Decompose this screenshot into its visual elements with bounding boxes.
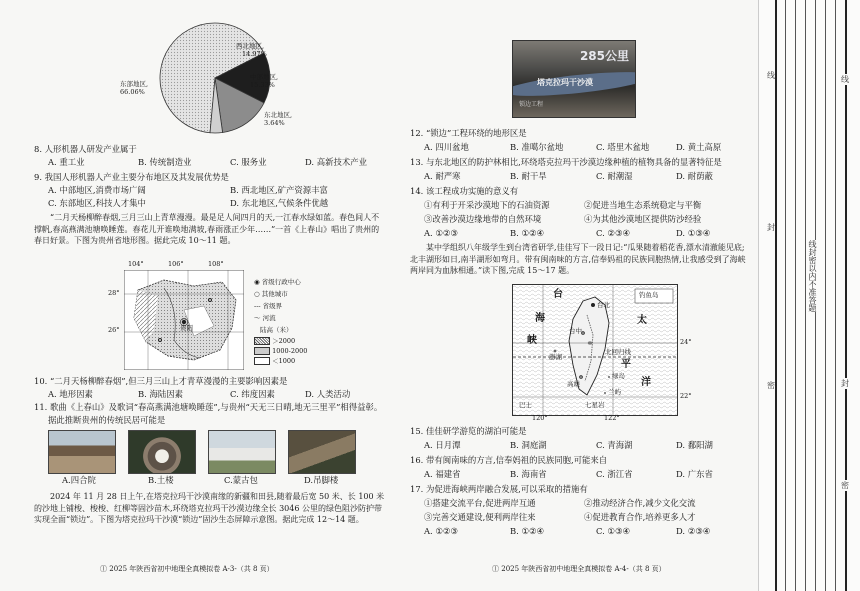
q9-option-b[interactable]: B. 西北地区,矿产资源丰富 [230, 185, 328, 195]
q16-option-c[interactable]: C. 浙江省 [596, 469, 633, 479]
q14-statement-1: ①有利于开采沙漠地下的石油资源 [424, 200, 550, 210]
q13-option-b[interactable]: B. 耐干旱 [510, 171, 547, 181]
label-diaoyu-island: 钓鱼岛 [639, 291, 659, 299]
q9-option-a[interactable]: A. 中部地区,消费市场广阔 [48, 185, 146, 195]
passage-guizhou: “二月天杨柳醉春烟,三月三山上青草漫漫。最是足人间四月的天,一江春水绿如蓝。春色间人不撑帆,春高燕满池塘唤睡莲。春花儿开谁唤地满坡,春雨涨正少年……”一首《上春山》唱出了贵州的春日好景。下图为贵州省地形图。据此完成 10～11 题。 [34, 213, 380, 245]
legend-river: 〜 河流 [254, 314, 276, 322]
label-pacific-1: 太 [637, 315, 647, 326]
q17-statement-1: ①搭建交流平台,促进两岸互通 [424, 498, 536, 508]
q16-stem: 16. 带有闽南味的方言,信奉妈祖的民族同胞,可能来自 [410, 455, 608, 465]
q8-option-a[interactable]: A. 重工业 [48, 157, 85, 167]
q13-option-a[interactable]: A. 耐严寒 [424, 171, 461, 181]
binding-strip [758, 0, 860, 591]
lat-26: 26° [108, 326, 120, 334]
q12-option-a[interactable]: A. 四川盆地 [424, 142, 469, 152]
legend-capital: ◉ 省级行政中心 [254, 278, 301, 286]
q12-option-c[interactable]: C. 塔里木盆地 [596, 142, 650, 152]
q17-statement-3: ③完善交通建设,便利两岸往来 [424, 512, 536, 522]
map2-lon-120: 120° [532, 414, 548, 422]
q10-stem: 10. “二月天杨柳醉春烟”,但三月三山上才青草漫漫的主要影响因素是 [34, 376, 288, 386]
passage-desert: 2024 年 11 月 28 日上午,在塔克拉玛干沙漠南缘的新疆和田县,随着最后宽 50 米、长 100 米的沙地上铺梭、梭梭、红柳等固沙苗木,环绕塔克拉玛干沙漠边缘全长 3046 公里的绿色阻沙防护带实现全面“锁边”。下图为塔克拉玛干沙漠“锁边”固沙生态屏障示意图。据此完成 12～14 题。 [34, 492, 385, 524]
q17-statement-2: ②推动经济合作,减少文化交流 [584, 498, 696, 508]
q15-option-b[interactable]: B. 洞庭湖 [510, 440, 547, 450]
label-pacific-3: 洋 [641, 377, 651, 388]
strip-notice: 线封密以内不准答题 [808, 240, 817, 312]
legend-boundary: ‐‐‐ 省级界 [254, 302, 283, 310]
q14-statement-3: ③改善沙漠边缘地带的自然环境 [424, 214, 542, 224]
map2-lat-24: 24° [680, 338, 692, 346]
banner-tag: 锁边工程 [519, 101, 544, 108]
q15-option-c[interactable]: C. 青海湖 [596, 440, 633, 450]
strip-line [795, 0, 796, 591]
legend-elev-1: ＞2000 [254, 337, 295, 345]
q14-option-a[interactable]: A. ①②③ [424, 228, 458, 238]
strip-word-seal-2: 封 [841, 379, 849, 388]
right-page [400, 0, 758, 591]
q17-option-c[interactable]: C. ①③④ [596, 526, 630, 536]
legend-elev-3: ＜1000 [254, 357, 295, 365]
q8-option-b[interactable]: B. 传统制造业 [138, 157, 192, 167]
label-green-island: 绿岛 [612, 372, 625, 380]
label-taipei: 台北 [597, 301, 610, 309]
label-taiwan-strait-3: 峡 [527, 335, 537, 346]
strip-line [835, 0, 836, 591]
banner-big-number: 285公里 [579, 49, 629, 63]
photo-yurt [208, 430, 276, 474]
q11-option-c[interactable]: C.蒙古包 [224, 475, 258, 485]
label-penghu: 澎湖 [549, 353, 562, 361]
pie-label-central: 中部地区, 15.33% [250, 73, 279, 89]
photo-diaojiaolou [288, 430, 356, 474]
q10-option-b[interactable]: B. 海陆因素 [138, 389, 183, 399]
q11-option-a[interactable]: A.四合院 [62, 475, 96, 485]
strip-line [785, 0, 786, 591]
q12-option-b[interactable]: B. 准噶尔盆地 [510, 142, 564, 152]
desert-banner-image [512, 40, 636, 118]
passage-taiwan: 某中学组织八年级学生到台湾省研学,佳佳写下一段日记:“瓜果随着稻花香,漂水清澈能见底;北丰湖形如日,南半湖形如弯月。带有闽南味的方言,信奉妈祖的民族同胞热情,让我感受到了海峡两岸同为血脉相通。”读下图,完成 15～17 题。 [410, 243, 746, 275]
q17-option-a[interactable]: A. ①②③ [424, 526, 458, 536]
q8-stem: 8. 人形机器人研发产业属于 [34, 144, 137, 154]
lon-104: 104° [128, 260, 144, 268]
label-kaohsiung: 高雄 [567, 380, 580, 388]
pie-label-northwest: 西北地区, 14.97% [236, 42, 267, 58]
q9-option-c[interactable]: C. 东部地区,科技人才集中 [48, 198, 146, 208]
photo-tulou [128, 430, 196, 474]
strip-line [805, 0, 806, 591]
taiwan-map [512, 284, 678, 416]
q17-statement-4: ④促进教育合作,培养更多人才 [584, 512, 696, 522]
q14-option-b[interactable]: B. ①②④ [510, 228, 545, 238]
q10-option-c[interactable]: C. 纬度因素 [230, 389, 275, 399]
q17-option-b[interactable]: B. ①②④ [510, 526, 545, 536]
lon-106: 106° [168, 260, 184, 268]
label-bashi-channel: 巴士 [519, 401, 532, 409]
strip-line [825, 0, 826, 591]
q13-option-c[interactable]: C. 耐潮湿 [596, 171, 633, 181]
label-taichung: 台中 [569, 327, 582, 335]
q13-option-d[interactable]: D. 耐荫蔽 [676, 171, 713, 181]
q10-option-a[interactable]: A. 地形因素 [48, 389, 93, 399]
q13-stem: 13. 与东北地区的防护林相比,环绕塔克拉玛干沙漠边缘种植的植物具备的显著特征是 [410, 157, 722, 167]
q14-option-d[interactable]: D. ①③④ [676, 228, 711, 238]
q11-stem-2: 据此推断贵州的传统民居可能是 [48, 415, 166, 425]
q8-option-c[interactable]: C. 服务业 [230, 157, 267, 167]
q17-option-d[interactable]: D. ②③④ [676, 526, 711, 536]
q15-option-a[interactable]: A. 日月潭 [424, 440, 461, 450]
strip-word-secret-1: 密 [767, 381, 775, 390]
legend-city: ○ 其他城市 [254, 290, 288, 298]
strip-word-secret-2: 密 [841, 481, 849, 490]
q11-option-d[interactable]: D.吊脚楼 [304, 475, 339, 485]
q8-option-d[interactable]: D. 高新技术产业 [305, 157, 367, 167]
guizhou-map [108, 260, 352, 374]
lon-108: 108° [208, 260, 224, 268]
q16-option-d[interactable]: D. 广东省 [676, 469, 713, 479]
q16-option-b[interactable]: B. 海南省 [510, 469, 547, 479]
q17-stem: 17. 为促进海峡两岸融合发展,可以采取的措施有 [410, 484, 588, 494]
guizhou-terrain [124, 270, 244, 370]
label-qixing-rock: 七星岩 [585, 401, 605, 409]
label-tropic-of-cancer: 北回归线 [605, 348, 631, 356]
footer-right: ⓛ 2025 年陕西省初中地理全真模拟卷 A-4-（共 8 页） [492, 565, 666, 573]
map2-lat-22: 22° [680, 392, 692, 400]
q15-stem: 15. 佳佳研学游览的湖泊可能是 [410, 426, 527, 436]
lat-28: 28° [108, 289, 120, 297]
pie-label-east: 东部地区, 66.06% [120, 80, 149, 96]
map-capital-label: 贵阳 [180, 324, 193, 332]
legend-elev-title: 陆高（米） [260, 326, 293, 334]
q16-option-a[interactable]: A. 福建省 [424, 469, 461, 479]
footer-left: ⓛ 2025 年陕西省初中地理全真模拟卷 A-3-（共 8 页） [100, 565, 274, 573]
pie-label-northeast: 东北地区, 3.64% [264, 111, 293, 127]
map2-lon-122: 122° [604, 414, 620, 422]
banner-title: 塔克拉玛干沙漠 [537, 78, 593, 87]
q14-statement-4: ④为其他沙漠地区提供防沙经验 [584, 214, 702, 224]
q10-option-d[interactable]: D. 人类活动 [305, 389, 351, 399]
q12-option-d[interactable]: D. 黄土高原 [676, 142, 722, 152]
strip-word-seal-1: 封 [767, 223, 775, 232]
q11-stem: 11. 歌曲《上春山》及歌词“春高燕满池塘唤睡莲”,与贵州“天无三日晴,地无三里平”相得益彰。 [34, 402, 383, 412]
q14-statement-2: ②促进当地生态系统稳定与平衡 [584, 200, 702, 210]
q14-stem: 14. 该工程成功实施的意义有 [410, 186, 519, 196]
q14-option-c[interactable]: C. ②③④ [596, 228, 630, 238]
strip-line [845, 0, 847, 591]
label-taiwan-strait-2: 海 [535, 313, 545, 324]
label-pacific-2: 平 [621, 359, 631, 370]
strip-word-line-2: 线 [841, 75, 849, 84]
q9-stem: 9. 我国人形机器人产业主要分布地区及其发展优势是 [34, 172, 229, 182]
left-page [0, 0, 400, 591]
label-lanyu: 兰屿 [608, 388, 621, 396]
q9-option-d[interactable]: D. 东北地区,气候条件优越 [230, 198, 329, 208]
label-taiwan-strait-1: 台 [553, 289, 563, 300]
q12-stem: 12. “锁边”工程环绕的地形区是 [410, 128, 527, 138]
legend-elev-2: 1000-2000 [254, 347, 307, 355]
photo-siheyuan [48, 430, 116, 474]
q11-option-b[interactable]: B.土楼 [148, 475, 174, 485]
q15-option-d[interactable]: D. 鄱阳湖 [676, 440, 713, 450]
strip-word-line-1: 线 [767, 71, 775, 80]
strip-line [775, 0, 777, 591]
